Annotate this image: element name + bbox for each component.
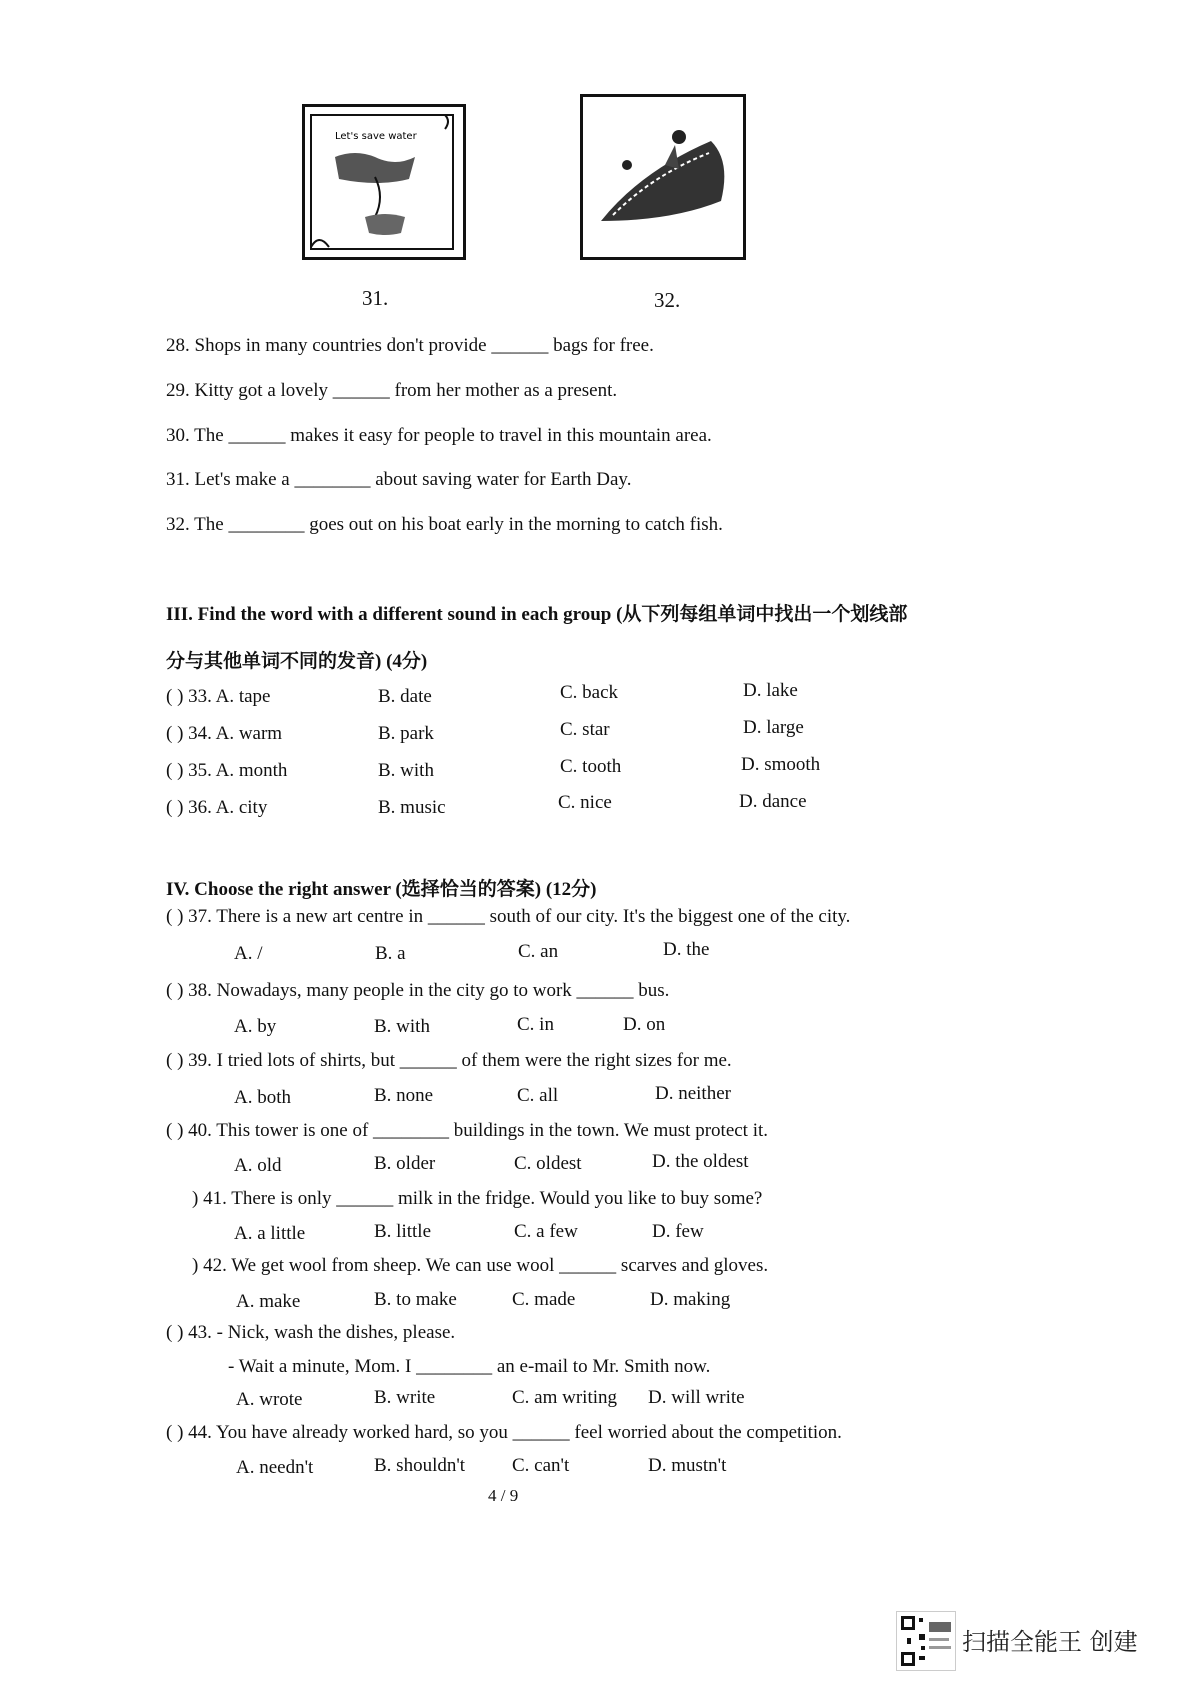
q40-c: C. oldest [514, 1153, 582, 1174]
fisherman-illustration [583, 97, 743, 257]
q38-a: A. by [234, 1016, 277, 1037]
q41-a: A. a little [234, 1223, 306, 1244]
q36-b: B. music [378, 797, 446, 818]
footer-watermark: 扫描全能王 创建 [962, 1628, 1138, 1656]
q41-c: C. a few [514, 1221, 578, 1242]
q39-a: A. both [234, 1087, 291, 1108]
q37-a: A. / [234, 943, 263, 964]
q39-c: C. all [517, 1085, 559, 1106]
q44-b: B. shouldn't [374, 1455, 466, 1476]
q41-d: D. few [652, 1221, 704, 1242]
question-28: 28. Shops in many countries don't provide ______ bags for free. [166, 335, 654, 356]
q39-stem: ( ) 39. I tried lots of shirts, but ______ of them were the right sizes for me. [166, 1050, 732, 1071]
q43-a: A. wrote [236, 1389, 303, 1410]
q36-a: ( ) 36. A. city [166, 797, 268, 818]
q34-c: C. star [560, 719, 610, 740]
picture-label-32: 32. [654, 288, 681, 312]
q33-a: ( ) 33. A. tape [166, 686, 271, 707]
q38-c: C. in [517, 1014, 554, 1035]
q44-c: C. can't [512, 1455, 570, 1476]
q37-d: D. the [663, 939, 710, 960]
question-29: 29. Kitty got a lovely ______ from her mother as a present. [166, 380, 618, 401]
q41-b: B. little [374, 1221, 431, 1242]
q35-b: B. with [378, 760, 434, 781]
q37-c: C. an [518, 941, 559, 962]
qr-code-icon [896, 1611, 956, 1671]
q34-a: ( ) 34. A. warm [166, 723, 283, 744]
q38-stem: ( ) 38. Nowadays, many people in the city go to work ______ bus. [166, 980, 670, 1001]
q34-d: D. large [743, 717, 804, 738]
q38-b: B. with [374, 1016, 430, 1037]
q33-d: D. lake [743, 680, 798, 701]
q35-a: ( ) 35. A. month [166, 760, 288, 781]
q44-d: D. mustn't [648, 1455, 727, 1476]
q40-d: D. the oldest [652, 1151, 749, 1172]
q44-stem: ( ) 44. You have already worked hard, so you ______ feel worried about the competition. [166, 1422, 842, 1443]
q36-d: D. dance [739, 791, 807, 812]
q37-b: B. a [375, 943, 406, 964]
poster-illustration [305, 107, 463, 257]
question-31: 31. Let's make a ________ about saving water for Earth Day. [166, 469, 632, 490]
q41-stem: ) 41. There is only ______ milk in the fridge. Would you like to buy some? [192, 1188, 763, 1209]
q43-stem: ( ) 43. - Nick, wash the dishes, please. [166, 1322, 456, 1343]
q42-d: D. making [650, 1289, 731, 1310]
q42-c: C. made [512, 1289, 576, 1310]
poster-caption: Let's save water [335, 131, 417, 142]
q40-a: A. old [234, 1155, 282, 1176]
q40-stem: ( ) 40. This tower is one of ________ buildings in the town. We must protect it. [166, 1120, 769, 1141]
picture-poster [302, 104, 466, 260]
q38-d: D. on [623, 1014, 666, 1035]
q42-a: A. make [236, 1291, 301, 1312]
q35-d: D. smooth [741, 754, 821, 775]
page-number: 4 / 9 [488, 1486, 519, 1505]
q44-a: A. needn't [236, 1457, 314, 1478]
section-4-title: IV. Choose the right answer (选择恰当的答案) (12分) [166, 879, 597, 900]
section-3-title-cont: 分与其他单词不同的发音) (4分) [166, 651, 428, 672]
q42-stem: ) 42. We get wool from sheep. We can use wool ______ scarves and gloves. [192, 1255, 769, 1276]
section-3-title: III. Find the word with a different sound in each group (从下列每组单词中找出一个划线部 [166, 604, 908, 625]
q37-stem: ( ) 37. There is a new art centre in ______ south of our city. It's the biggest one of the city. [166, 906, 851, 927]
question-32: 32. The ________ goes out on his boat early in the morning to catch fish. [166, 514, 723, 535]
q42-b: B. to make [374, 1289, 457, 1310]
q40-b: B. older [374, 1153, 436, 1174]
picture-fisherman [580, 94, 746, 260]
q43-d: D. will write [648, 1387, 745, 1408]
picture-label-31: 31. [362, 286, 389, 310]
q35-c: C. tooth [560, 756, 622, 777]
q34-b: B. park [378, 723, 434, 744]
q39-b: B. none [374, 1085, 434, 1106]
q33-b: B. date [378, 686, 432, 707]
q43-c: C. am writing [512, 1387, 618, 1408]
q36-c: C. nice [558, 792, 612, 813]
question-30: 30. The ______ makes it easy for people to travel in this mountain area. [166, 425, 712, 446]
q39-d: D. neither [655, 1083, 731, 1104]
q33-c: C. back [560, 682, 619, 703]
qr-code-graphic [897, 1612, 955, 1670]
q43-stem-reply: - Wait a minute, Mom. I ________ an e-mail to Mr. Smith now. [228, 1356, 711, 1377]
q43-b: B. write [374, 1387, 436, 1408]
